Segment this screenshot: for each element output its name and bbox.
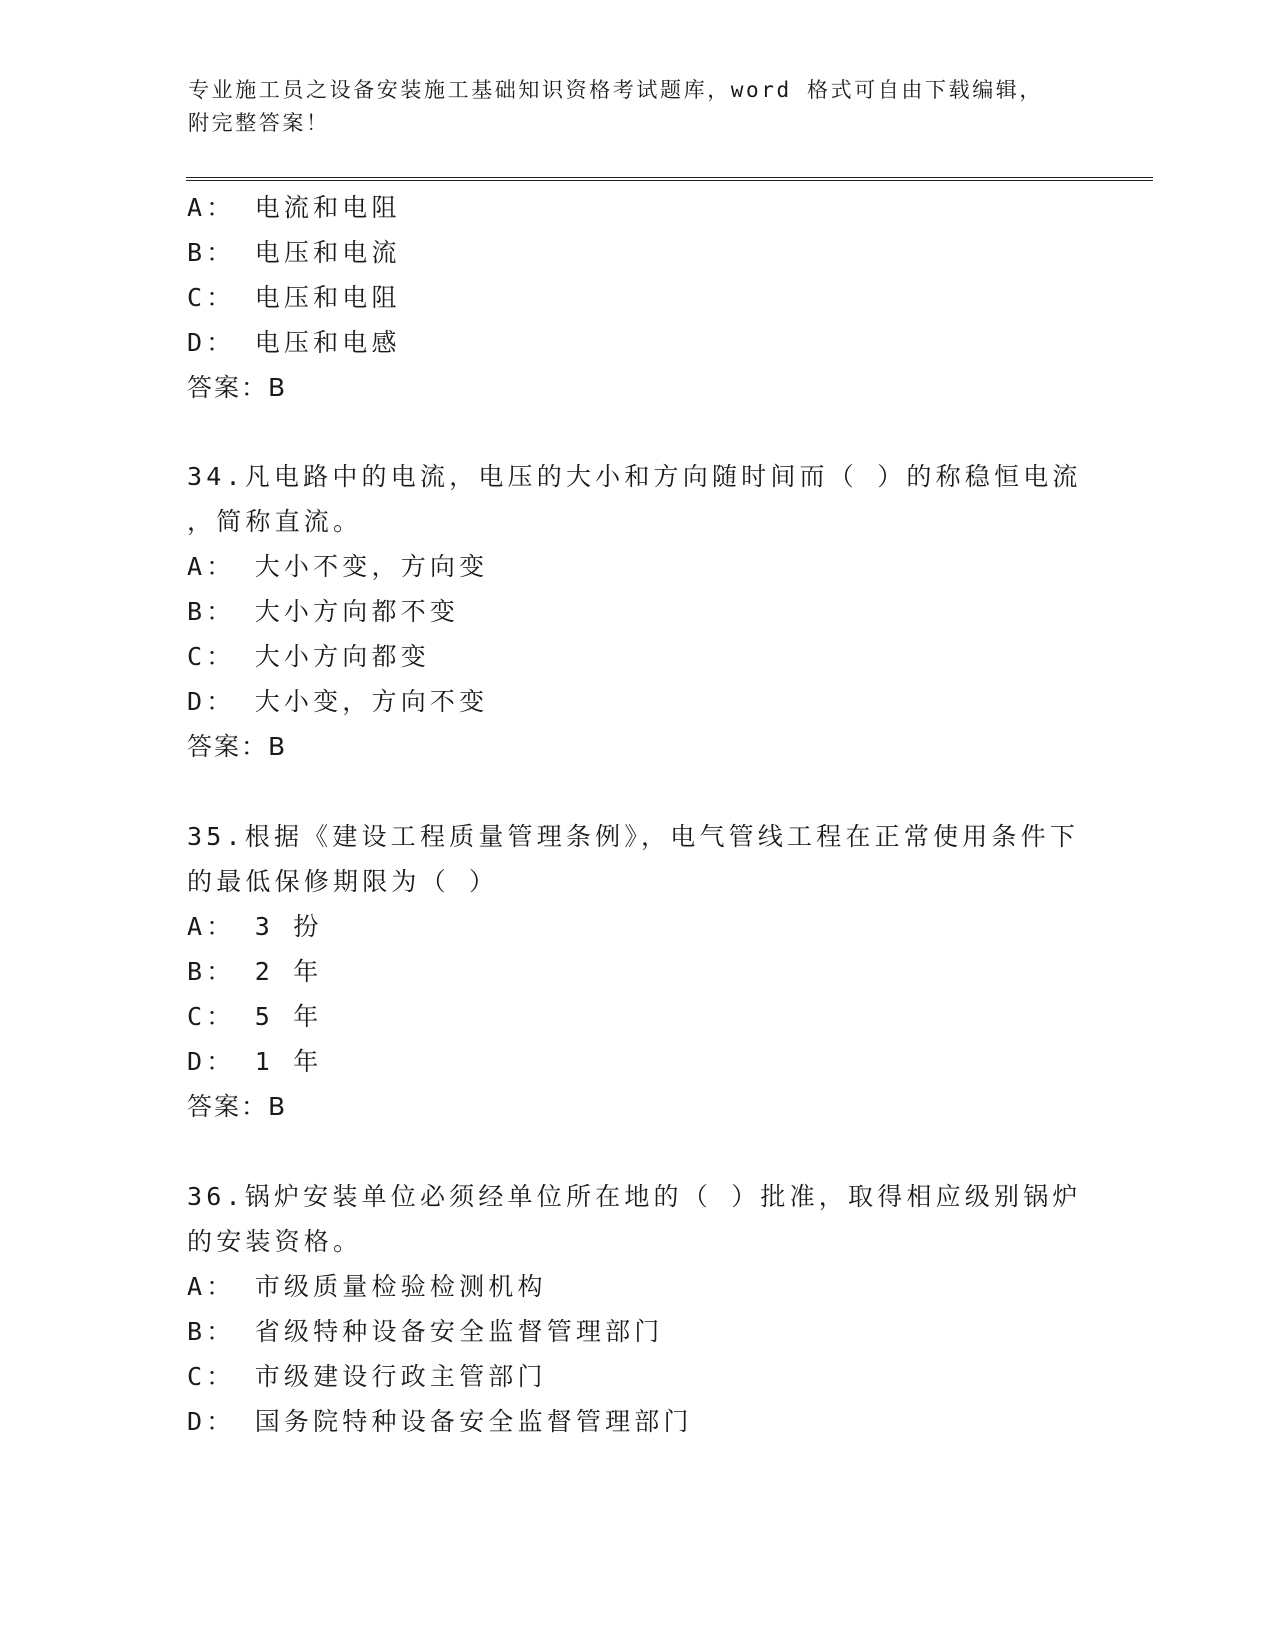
q34-answer: 答案：B: [187, 732, 288, 761]
q34-option-a: A： 大小不变，方向变: [187, 552, 489, 581]
q34-option-c: C： 大小方向都变: [187, 642, 430, 671]
q33-option-b: B： 电压和电流: [187, 238, 401, 267]
q35-option-a: A： 3 扮: [187, 912, 323, 941]
q35-option-c: C： 5 年: [187, 1002, 323, 1031]
q36-option-c: C： 市级建设行政主管部门: [187, 1362, 547, 1391]
q33-option-c: C： 电压和电阻: [187, 283, 401, 312]
q34-stem-line-2: ，简称直流。: [187, 507, 363, 536]
q34-option-b: B： 大小方向都不变: [187, 597, 460, 626]
q36-option-a: A： 市级质量检验检测机构: [187, 1272, 547, 1301]
q35-stem-line-2: 的最低保修期限为（ ）: [187, 867, 499, 896]
q36-stem-line-1: 36.锅炉安装单位必须经单位所在地的（ ）批准，取得相应级别锅炉: [187, 1182, 1082, 1211]
q33-option-d: D： 电压和电感: [187, 328, 401, 357]
header-line-2: 附完整答案！: [188, 111, 330, 135]
q33-answer: 答案：B: [187, 373, 288, 402]
q35-answer: 答案：B: [187, 1092, 288, 1121]
q35-option-b: B： 2 年: [187, 957, 323, 986]
q33-option-a: A： 电流和电阻: [187, 193, 401, 222]
q36-option-b: B： 省级特种设备安全监督管理部门: [187, 1317, 664, 1346]
q34-option-d: D： 大小变，方向不变: [187, 687, 489, 716]
q35-option-d: D： 1 年: [187, 1047, 323, 1076]
header-line-1: 专业施工员之设备安装施工基础知识资格考试题库，word 格式可自由下载编辑，: [188, 78, 1044, 102]
q34-stem-line-1: 34.凡电路中的电流，电压的大小和方向随时间而（ ）的称稳恒电流: [187, 462, 1082, 491]
q36-option-d: D： 国务院特种设备安全监督管理部门: [187, 1407, 693, 1436]
header-divider: [186, 177, 1153, 181]
document-header: [188, 74, 1088, 140]
q35-stem-line-1: 35.根据《建设工程质量管理条例》，电气管线工程在正常使用条件下: [187, 822, 1080, 851]
q36-stem-line-2: 的安装资格。: [187, 1227, 363, 1256]
